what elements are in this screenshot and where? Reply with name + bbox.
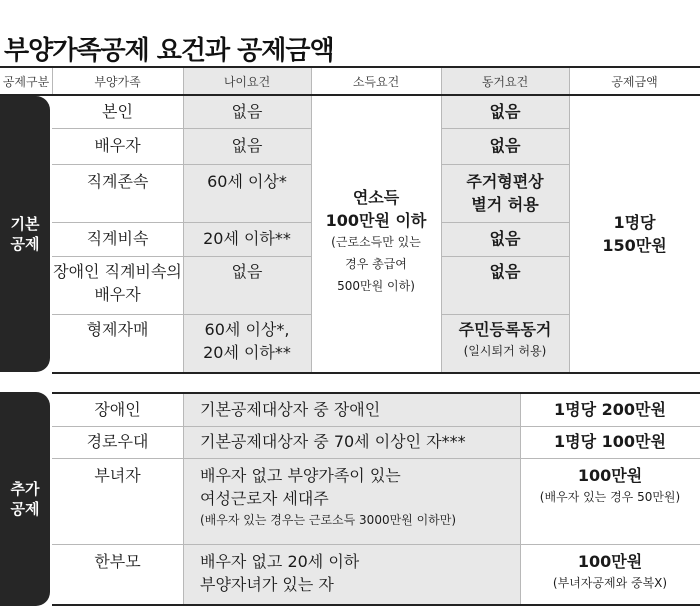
header-cohabit: 동거요건 <box>481 74 529 89</box>
cohabit-parents-line1: 주거형편상 <box>466 172 544 191</box>
row-siblings-age <box>183 318 311 372</box>
row-ascendant-cohabit <box>441 170 569 222</box>
row-descendant-age: 20세 이하** <box>203 229 291 249</box>
income-line1: 연소득 <box>352 188 400 207</box>
income-line2: 100만원 이하 <box>325 211 427 231</box>
row-spouse-cohabit: 없음 <box>489 136 521 156</box>
single-parent-amount-note: (부녀자공제와 중복X) <box>552 576 668 591</box>
basic-section-label <box>0 96 50 372</box>
additional-label-line2: 공제 <box>10 500 40 518</box>
add-row-woman-name: 부녀자 <box>94 466 141 485</box>
add-row-elderly-req: 기본공제대상자 중 70세 이상인 자*** <box>200 432 466 452</box>
header-dependents: 부양가족 <box>94 74 141 89</box>
single-parent-amount: 100만원 <box>577 552 643 571</box>
add-row-single-parent-name: 한부모 <box>94 552 141 571</box>
add-row-disabled-name: 장애인 <box>94 400 141 420</box>
add-row-single-parent-amount <box>520 550 700 604</box>
row-siblings-cohabit <box>441 318 569 372</box>
row-disabled-spouse-age: 없음 <box>231 262 263 281</box>
header-income: 소득요건 <box>352 74 400 89</box>
single-parent-req-line1: 배우자 없고 20세 이하 <box>200 552 360 571</box>
siblings-age-line1: 60세 이상*, <box>204 320 290 339</box>
add-row-elderly-name: 경로우대 <box>86 432 149 452</box>
row-ascendant-age: 60세 이상* <box>207 172 287 191</box>
woman-req-line2: 여성근로자 세대주 <box>200 489 329 509</box>
disabled-spouse-line2: 배우자 <box>94 285 141 305</box>
header-amount: 공제금액 <box>611 74 658 89</box>
row-disabled-spouse-name <box>52 260 183 314</box>
income-note2: 경우 총급여 <box>345 256 407 271</box>
income-note1: (근로소득만 있는 <box>331 235 421 250</box>
basic-label-line2: 공제 <box>10 235 40 253</box>
row-descendant-name: 직계비속 <box>86 229 149 249</box>
cohabit-siblings-line1: 주민등록동거 <box>458 320 552 339</box>
basic-amount-line2: 150만원 <box>602 236 667 255</box>
row-spouse-name: 배우자 <box>94 136 141 156</box>
add-row-disabled-req: 기본공제대상자 중 장애인 <box>200 400 381 420</box>
basic-amount-line1: 1명당 <box>613 212 656 232</box>
header-age: 나이요건 <box>223 74 271 89</box>
basic-label-line1: 기본 <box>10 214 40 233</box>
page-title: 부양가족공제 요건과 공제금액 <box>4 36 334 66</box>
row-self-name: 본인 <box>102 102 133 122</box>
row-disabled-spouse-cohabit: 없음 <box>489 262 521 281</box>
income-note3: 500만원 이하) <box>337 278 415 293</box>
cohabit-parents-line2: 별거 허용 <box>471 195 539 215</box>
row-spouse-age: 없음 <box>231 136 263 156</box>
basic-bottom-rule <box>52 372 700 374</box>
row-descendant-cohabit: 없음 <box>489 229 521 249</box>
row-siblings-name: 형제자매 <box>86 320 149 339</box>
disabled-spouse-line1: 장애인 직계비속의 <box>53 262 182 281</box>
add-row-woman-req <box>200 464 518 544</box>
woman-amount: 100만원 <box>577 466 643 485</box>
additional-bottom-rule <box>52 604 700 606</box>
single-parent-req-line2: 부양자녀가 있는 자 <box>200 575 334 595</box>
row-self-age: 없음 <box>231 102 263 122</box>
woman-amount-note: (배우자 있는 경우 50만원) <box>539 490 681 505</box>
row-ascendant-name: 직계존속 <box>86 172 149 191</box>
add-row-woman-amount <box>520 464 700 544</box>
additional-label-line1: 추가 <box>10 479 40 498</box>
income-requirement <box>311 186 441 316</box>
add-row-disabled-amount: 1명당 200만원 <box>554 400 666 420</box>
woman-req-note: (배우자 있는 경우는 근로소득 3000만원 이하만) <box>200 513 457 528</box>
add-row-single-parent-req <box>200 550 518 604</box>
header-category: 공제구분 <box>2 74 50 89</box>
add-row-elderly-amount: 1명당 100만원 <box>554 432 666 452</box>
additional-section-label <box>0 392 50 606</box>
cohabit-siblings-note: (일시퇴거 허용) <box>463 344 547 359</box>
woman-req-line1: 배우자 없고 부양가족이 있는 <box>200 466 401 485</box>
siblings-age-line2: 20세 이하** <box>203 343 291 363</box>
basic-amount <box>569 96 700 372</box>
row-self-cohabit: 없음 <box>489 102 521 122</box>
